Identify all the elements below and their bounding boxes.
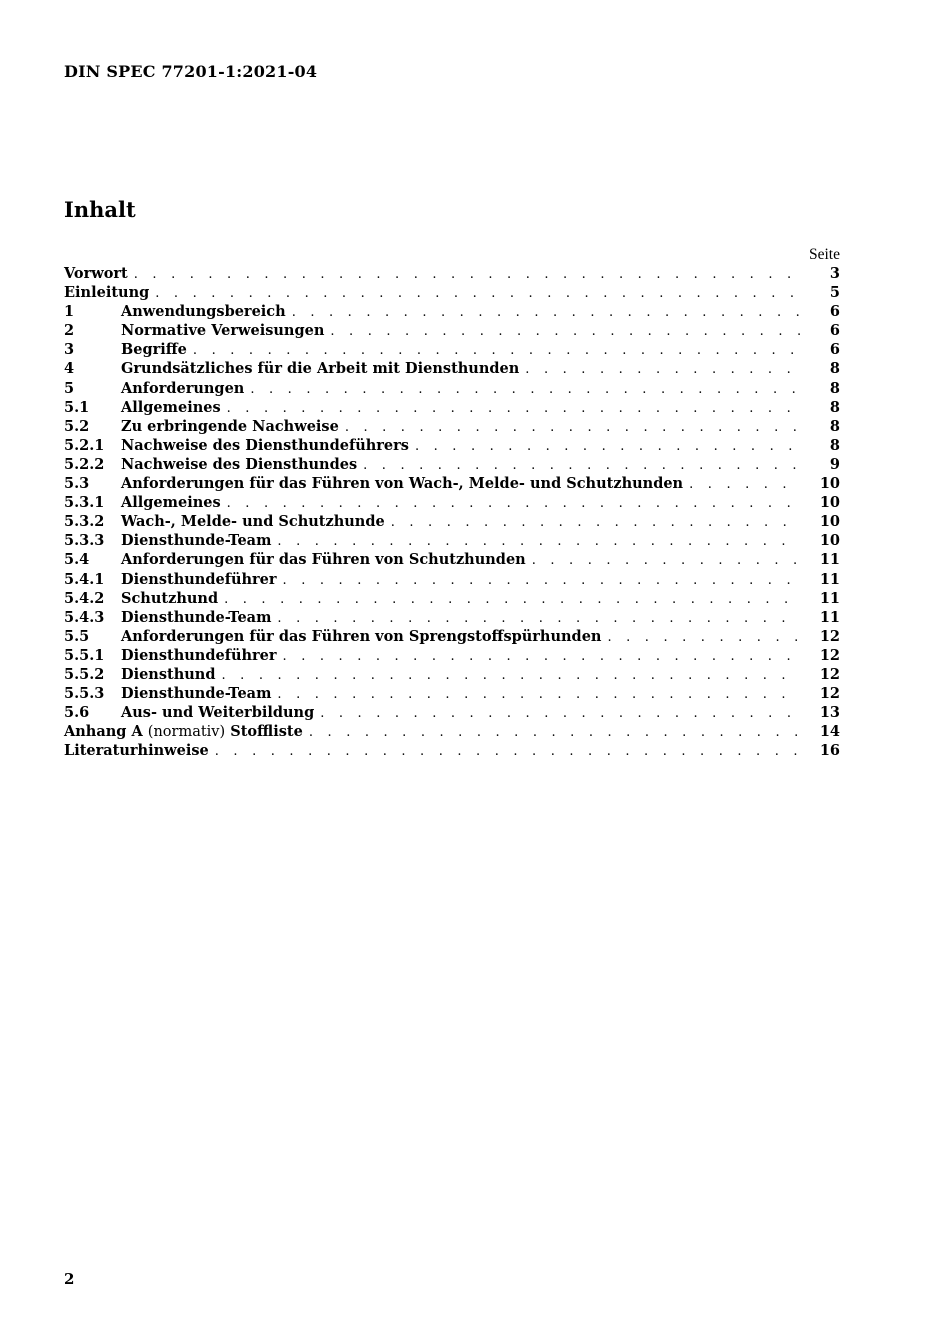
toc-entry[interactable] — [64, 379, 840, 398]
toc-entry-label: Grundsätzliches für die Arbeit mit Diensthunden — [121, 360, 520, 378]
toc-entry-number: 5.4.1 — [64, 570, 105, 588]
toc-entry[interactable] — [64, 283, 840, 302]
toc-entry[interactable] — [64, 264, 840, 283]
toc-entry-label: Einleitung — [64, 284, 150, 302]
toc-entry[interactable] — [64, 550, 840, 569]
toc-entry[interactable] — [64, 608, 840, 627]
annex-qualifier: (normativ) — [147, 724, 226, 741]
toc-entry-bibliography[interactable] — [64, 741, 840, 760]
toc-entry-number: 5.4.2 — [64, 589, 105, 607]
toc-entry-number: 5.3.2 — [64, 513, 105, 531]
toc-entry-page: 14 — [819, 723, 840, 741]
toc-entry-page: 16 — [819, 742, 840, 760]
toc-entry[interactable] — [64, 340, 840, 359]
toc-entry-page: 11 — [819, 570, 840, 588]
toc-entry-label: Diensthundeführer — [121, 646, 277, 664]
toc-entry-page: 12 — [819, 627, 840, 645]
toc-entry-number: 5.5.1 — [64, 646, 105, 664]
dot-leader — [525, 360, 800, 379]
toc-entry-label: Aus- und Weiterbildung — [121, 704, 315, 722]
toc-entry-label: Nachweise des Diensthundes — [121, 455, 358, 473]
toc-entry-number: 5.2 — [64, 417, 90, 435]
toc-entry-label: Anforderungen für das Führen von Sprengstoffspürhunden — [121, 627, 602, 645]
dot-leader — [391, 513, 800, 532]
toc-entry[interactable] — [64, 684, 840, 703]
toc-entry-label: Diensthund — [121, 665, 216, 683]
dot-leader — [193, 341, 800, 360]
toc-entry[interactable] — [64, 474, 840, 493]
toc-entry-label: Wach-, Melde- und Schutzhunde — [121, 513, 385, 531]
dot-leader — [250, 380, 800, 399]
toc-entry-page: 6 — [829, 341, 840, 359]
toc-entry-label: Allgemeines — [121, 398, 221, 416]
toc-entry[interactable] — [64, 703, 840, 722]
toc-entry-label: Allgemeines — [121, 494, 221, 512]
page-number: 2 — [64, 1270, 75, 1288]
toc-entry-number: 2 — [64, 322, 75, 340]
dot-leader — [277, 532, 800, 551]
toc-entry-page: 8 — [829, 360, 840, 378]
toc-entry[interactable] — [64, 570, 840, 589]
toc-entry[interactable] — [64, 436, 840, 455]
annex-prefix: Anhang A — [64, 723, 143, 741]
toc-entry[interactable] — [64, 321, 840, 340]
toc-entry-page: 6 — [829, 322, 840, 340]
dot-leader — [283, 647, 800, 666]
toc-entry-page: 5 — [829, 284, 840, 302]
dot-leader — [283, 571, 800, 590]
toc-entry-number: 5 — [64, 379, 75, 397]
toc-entry-page: 11 — [819, 551, 840, 569]
dot-leader — [607, 628, 800, 647]
toc-entry-page: 6 — [829, 303, 840, 321]
toc-entry-page: 10 — [819, 475, 840, 493]
toc-title: Inhalt — [64, 197, 136, 222]
toc-entry-label: Diensthunde-Team — [121, 685, 272, 703]
toc-entry-page: 11 — [819, 608, 840, 626]
toc-entry-label: Begriffe — [121, 341, 187, 359]
toc-entry-number: 5.2.2 — [64, 455, 105, 473]
toc-entry-label: Diensthundeführer — [121, 570, 277, 588]
dot-leader — [224, 590, 800, 609]
dot-leader — [363, 456, 800, 475]
toc-entry[interactable] — [64, 398, 840, 417]
toc-entry-label: Anwendungsbereich — [121, 303, 286, 321]
dot-leader — [345, 418, 800, 437]
toc-entry-page: 13 — [819, 704, 840, 722]
toc-entry-label: Anforderungen für das Führen von Wach-, Melde- und Schutzhunden — [121, 475, 684, 493]
dot-leader — [292, 303, 800, 322]
toc-entry-number: 3 — [64, 341, 75, 359]
toc-entry-page: 8 — [829, 379, 840, 397]
toc-entry[interactable] — [64, 646, 840, 665]
toc-entry-page: 10 — [819, 494, 840, 512]
toc-entry[interactable] — [64, 417, 840, 436]
dot-leader — [330, 322, 800, 341]
toc-entry[interactable] — [64, 512, 840, 531]
dot-leader — [277, 685, 800, 704]
dot-leader — [227, 399, 800, 418]
dot-leader — [309, 723, 800, 742]
toc-entry[interactable] — [64, 589, 840, 608]
toc-entry-annex[interactable] — [64, 722, 840, 741]
page-column-label: Seite — [809, 246, 840, 263]
dot-leader — [155, 284, 800, 303]
toc-entry-number: 5.5 — [64, 627, 90, 645]
toc-entry-page: 10 — [819, 513, 840, 531]
dot-leader — [320, 704, 800, 723]
toc-entry-label: Diensthunde-Team — [121, 532, 272, 550]
toc-entry-page: 12 — [819, 646, 840, 664]
dot-leader — [532, 551, 800, 570]
toc-entry-page: 10 — [819, 532, 840, 550]
toc-entry[interactable] — [64, 531, 840, 550]
toc-entry-number: 4 — [64, 360, 75, 378]
toc-entry-page: 9 — [829, 455, 840, 473]
dot-leader — [689, 475, 800, 494]
table-of-contents — [64, 245, 840, 760]
dot-leader — [277, 609, 800, 628]
toc-entry-page: 3 — [829, 265, 840, 282]
toc-entry-number: 5.6 — [64, 704, 90, 722]
toc-entry-number: 5.2.1 — [64, 436, 105, 454]
toc-entry[interactable] — [64, 455, 840, 474]
dot-leader — [134, 265, 800, 284]
toc-entry-number: 5.3.1 — [64, 494, 105, 512]
toc-entry-number: 5.5.2 — [64, 665, 105, 683]
dot-leader — [215, 742, 800, 761]
toc-entry-page: 8 — [829, 436, 840, 454]
toc-entry-label — [64, 722, 309, 742]
toc-entries — [64, 264, 840, 722]
document-id: DIN SPEC 77201-1:2021-04 — [64, 62, 318, 81]
toc-entry-label: Literaturhinweise — [64, 742, 209, 760]
toc-entry[interactable] — [64, 665, 840, 684]
toc-entry-label: Nachweise des Diensthundeführers — [121, 436, 409, 454]
toc-entry-label: Vorwort — [64, 265, 128, 282]
toc-entry[interactable] — [64, 302, 840, 321]
toc-entry-number: 5.1 — [64, 398, 90, 416]
toc-entry[interactable] — [64, 493, 840, 512]
dot-leader — [221, 666, 800, 685]
toc-entry-label: Anforderungen für das Führen von Schutzhunden — [121, 551, 526, 569]
toc-entry-number: 5.5.3 — [64, 685, 105, 703]
toc-entry-number: 5.4 — [64, 551, 90, 569]
dot-leader — [227, 494, 800, 513]
annex-title: Stoffliste — [230, 723, 303, 741]
toc-entry-page: 11 — [819, 589, 840, 607]
toc-entry-page: 8 — [829, 398, 840, 416]
toc-entry-number: 5.4.3 — [64, 608, 105, 626]
toc-entry-label: Schutzhund — [121, 589, 219, 607]
toc-entry-number: 5.3 — [64, 475, 90, 493]
toc-entry[interactable] — [64, 627, 840, 646]
toc-entry-label: Anforderungen — [121, 379, 245, 397]
toc-entry-label: Diensthunde-Team — [121, 608, 272, 626]
toc-entry-number: 5.3.3 — [64, 532, 105, 550]
toc-entry[interactable] — [64, 359, 840, 378]
toc-entry-label: Normative Verweisungen — [121, 322, 325, 340]
dot-leader — [415, 437, 800, 456]
toc-entry-page: 8 — [829, 417, 840, 435]
toc-entry-page: 12 — [819, 685, 840, 703]
toc-entry-number: 1 — [64, 303, 75, 321]
toc-entry-page: 12 — [819, 665, 840, 683]
toc-entry-label: Zu erbringende Nachweise — [121, 417, 339, 435]
